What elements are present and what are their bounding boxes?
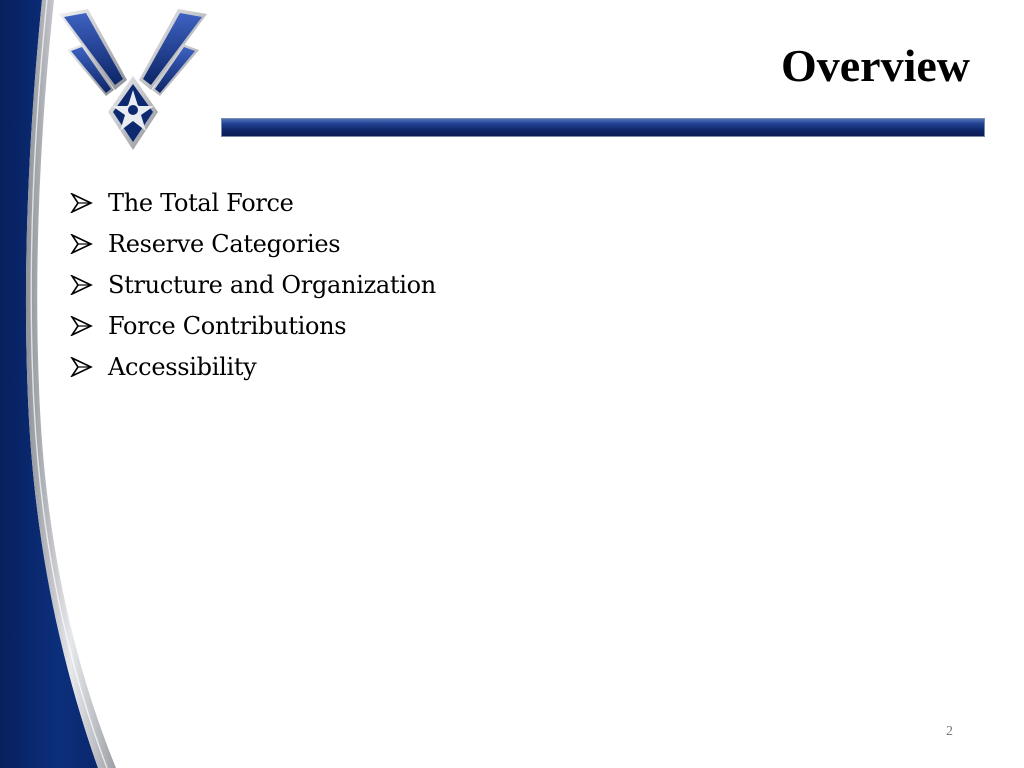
- list-item: [70, 182, 436, 223]
- arrowhead-bullet-icon: [70, 193, 94, 213]
- bullet-label: Force Contributions: [108, 311, 347, 340]
- arrowhead-bullet-icon: [70, 357, 94, 377]
- bullet-label: The Total Force: [108, 188, 294, 217]
- bullet-list: [70, 182, 436, 387]
- page-number: 2: [946, 724, 953, 739]
- bullet-label: Accessibility: [108, 352, 257, 381]
- bullet-label: Reserve Categories: [108, 229, 341, 258]
- list-item: [70, 346, 436, 387]
- title-underline-bar: [221, 118, 985, 137]
- arrowhead-bullet-icon: [70, 275, 94, 295]
- air-force-wings-logo: [56, 6, 210, 152]
- list-item: [70, 223, 436, 264]
- list-item: [70, 305, 436, 346]
- list-item: [70, 264, 436, 305]
- bullet-label: Structure and Organization: [108, 270, 436, 299]
- slide-title: Overview: [780, 40, 970, 91]
- arrowhead-bullet-icon: [70, 234, 94, 254]
- arrowhead-bullet-icon: [70, 316, 94, 336]
